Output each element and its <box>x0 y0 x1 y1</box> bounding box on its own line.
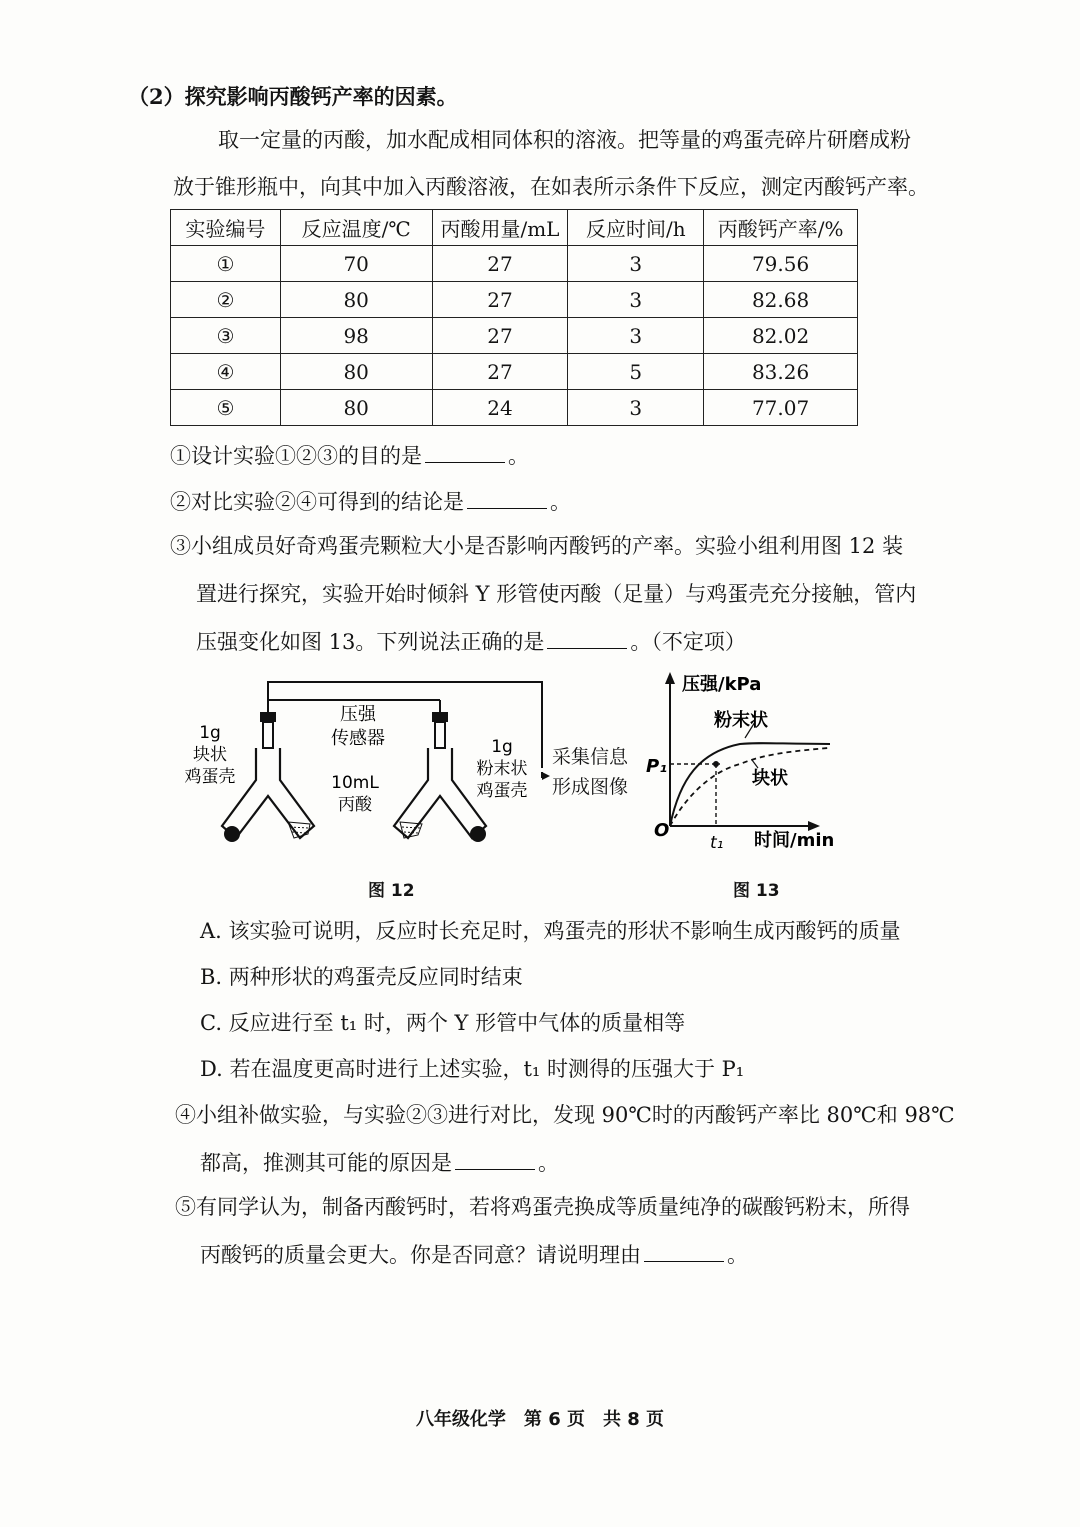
y-tube-left <box>222 712 314 842</box>
table-row <box>171 390 858 426</box>
answer-blank-2[interactable] <box>467 490 547 509</box>
table-cell: 27 <box>432 318 568 354</box>
table-cell: ⑤ <box>171 390 281 426</box>
powder-eggshell-icon <box>470 826 486 842</box>
period: 。 <box>550 490 571 514</box>
question-3-text: 压强变化如图 13。下列说法正确的是 <box>196 630 545 654</box>
table-cell: 27 <box>432 246 568 282</box>
right-label-material: 鸡蛋壳 <box>476 781 528 801</box>
header-reaction-time: 反应时间/h <box>568 210 704 246</box>
figure-13-caption: 图 13 <box>733 881 780 901</box>
header-temperature: 反应温度/℃ <box>280 210 432 246</box>
table-row <box>171 354 858 390</box>
question-2-text: ②对比实验②④可得到的结论是 <box>170 490 464 514</box>
intro-line-1: 取一定量的丙酸，加水配成相同体积的溶液。把等量的鸡蛋壳碎片研磨成粉 <box>218 128 911 152</box>
left-label-material: 鸡蛋壳 <box>184 767 236 787</box>
p1-label: P₁ <box>646 756 668 777</box>
figure-13-graph <box>640 668 860 858</box>
table-row <box>171 282 858 318</box>
page-footer: 八年级化学 第 6 页 共 8 页 <box>415 1409 665 1430</box>
option-b: B. 两种形状的鸡蛋壳反应同时结束 <box>200 965 523 989</box>
table-row <box>171 246 858 282</box>
table-cell: 82.02 <box>704 318 858 354</box>
table-cell: 3 <box>568 246 704 282</box>
question-4-line-2 <box>200 1151 559 1174</box>
table-cell: 83.26 <box>704 354 858 390</box>
left-label-mass: 1g <box>199 723 221 743</box>
table-cell: 80 <box>280 282 432 318</box>
table-cell: 77.07 <box>704 390 858 426</box>
question-2 <box>170 490 571 513</box>
question-3-suffix: 。（不定项） <box>630 630 746 654</box>
sensor-label-1: 压强 <box>340 704 376 725</box>
header-yield: 丙酸钙产率/% <box>704 210 858 246</box>
table-cell: 27 <box>432 282 568 318</box>
answer-blank-5[interactable] <box>644 1243 724 1262</box>
header-acid-volume: 丙酸用量/mL <box>432 210 568 246</box>
table-cell: ② <box>171 282 281 318</box>
experiment-table <box>170 209 858 426</box>
block-eggshell-icon <box>224 826 240 842</box>
y-tube-right <box>394 712 486 842</box>
answer-blank-1[interactable] <box>425 444 505 463</box>
right-label-mass: 1g <box>491 737 513 757</box>
question-3-line-2: 置进行探究，实验开始时倾斜 Y 形管使丙酸（足量）与鸡蛋壳充分接触，管内 <box>196 582 917 606</box>
table-header-row <box>171 210 858 246</box>
option-c: C. 反应进行至 t₁ 时，两个 Y 形管中气体的质量相等 <box>200 1011 686 1035</box>
table-row <box>171 318 858 354</box>
table-cell: 5 <box>568 354 704 390</box>
curve-block <box>670 748 828 826</box>
collect-label-2: 形成图像 <box>552 776 629 798</box>
answer-blank-4[interactable] <box>455 1151 535 1170</box>
table-cell: 80 <box>280 354 432 390</box>
x-axis-label: 时间/min <box>754 830 835 851</box>
table-cell: 24 <box>432 390 568 426</box>
intro-line-2: 放于锥形瓶中，向其中加入丙酸溶液，在如表所示条件下反应，测定丙酸钙产率。 <box>173 175 929 199</box>
curve-block-label: 块状 <box>752 768 788 789</box>
table-cell: 82.68 <box>704 282 858 318</box>
y-axis-label: 压强/kPa <box>682 674 762 695</box>
table-cell: 98 <box>280 318 432 354</box>
collect-label-1: 采集信息 <box>552 746 629 768</box>
section-title: （2）探究影响丙酸钙产率的因素。 <box>128 84 458 109</box>
sensor-label-2: 传感器 <box>331 728 385 749</box>
t1-label: t₁ <box>710 833 724 853</box>
option-a: A. 该实验可说明，反应时长充足时，鸡蛋壳的形状不影响生成丙酸钙的质量 <box>200 919 901 943</box>
question-5-line-1: ⑤有同学认为，制备丙酸钙时，若将鸡蛋壳换成等质量纯净的碳酸钙粉末，所得 <box>175 1195 910 1219</box>
origin-label: O <box>654 820 670 841</box>
curve-powder-label: 粉末状 <box>714 710 768 731</box>
question-5-line-2 <box>200 1243 748 1266</box>
answer-blank-3[interactable] <box>547 630 627 649</box>
question-1-text: ①设计实验①②③的目的是 <box>170 444 422 468</box>
period: 。 <box>538 1151 559 1175</box>
header-exp-no: 实验编号 <box>171 210 281 246</box>
question-1 <box>170 444 529 467</box>
table-cell: ④ <box>171 354 281 390</box>
figure-12-apparatus <box>170 672 590 872</box>
arrow-icon <box>542 772 550 780</box>
table-cell: 3 <box>568 282 704 318</box>
table-cell: 3 <box>568 318 704 354</box>
period: 。 <box>508 444 529 468</box>
arrow-icon <box>665 672 675 684</box>
acid-label-name: 丙酸 <box>338 795 372 815</box>
curve-powder <box>670 743 830 826</box>
figure-12-caption: 图 12 <box>368 881 415 901</box>
table-cell: ① <box>171 246 281 282</box>
table-cell: 80 <box>280 390 432 426</box>
question-4-line-1: ④小组补做实验，与实验②③进行对比，发现 90℃时的丙酸钙产率比 80℃和 98℃ <box>175 1103 955 1127</box>
acid-label-volume: 10mL <box>331 773 379 793</box>
option-d: D. 若在温度更高时进行上述实验，t₁ 时测得的压强大于 P₁ <box>200 1057 745 1081</box>
question-3-line-3 <box>196 630 746 653</box>
question-4-text: 都高，推测其可能的原因是 <box>200 1151 452 1175</box>
table-cell: 79.56 <box>704 246 858 282</box>
table-cell: 27 <box>432 354 568 390</box>
period: 。 <box>727 1243 748 1267</box>
question-3-line-1: ③小组成员好奇鸡蛋壳颗粒大小是否影响丙酸钙的产率。实验小组利用图 12 装 <box>170 534 904 558</box>
right-label-shape: 粉末状 <box>476 759 528 779</box>
table-cell: 70 <box>280 246 432 282</box>
question-5-text: 丙酸钙的质量会更大。你是否同意？请说明理由 <box>200 1243 641 1267</box>
intersection-point <box>713 761 719 767</box>
table-cell: ③ <box>171 318 281 354</box>
table-cell: 3 <box>568 390 704 426</box>
left-label-shape: 块状 <box>193 745 227 765</box>
